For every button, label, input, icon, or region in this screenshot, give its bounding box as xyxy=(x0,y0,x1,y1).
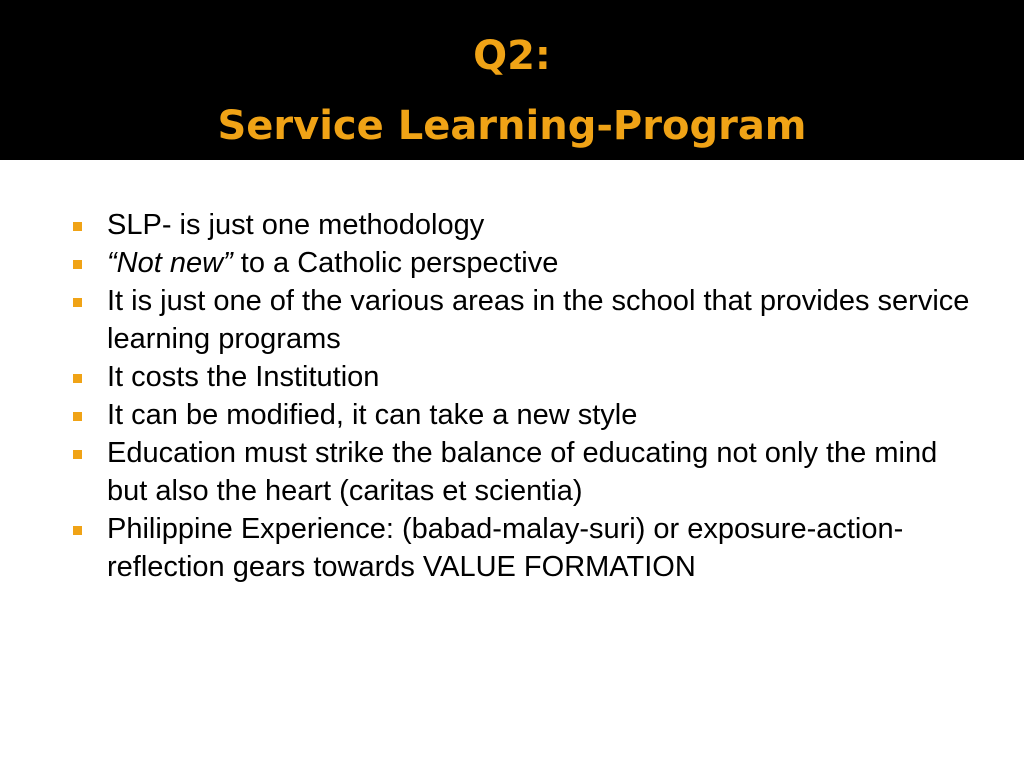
bullet-text: It can be modified, it can take a new style xyxy=(107,399,638,431)
bullet-text: Education must strike the balance of educating not only the mind but also the heart (caritas et scientia) xyxy=(107,437,938,507)
bullet-item xyxy=(72,396,972,434)
bullet-item xyxy=(72,282,972,358)
bullet-text: It costs the Institution xyxy=(107,361,380,393)
slide-title-line-1: Q2: xyxy=(473,33,551,79)
square-bullet-icon xyxy=(73,450,82,459)
bullet-text: to a Catholic perspective xyxy=(232,247,559,279)
bullet-list xyxy=(72,206,972,586)
square-bullet-icon xyxy=(73,412,82,421)
bullet-item xyxy=(72,434,972,510)
bullet-text: Philippine Experience: (babad-malay-suri) or exposure-action-reflection gears towards VALUE FORMATION xyxy=(107,513,904,583)
bullet-text: It is just one of the various areas in the school that provides service learning programs xyxy=(107,285,970,355)
slide-title-line-2: Service Learning-Program xyxy=(217,103,807,149)
square-bullet-icon xyxy=(73,526,82,535)
bullet-item xyxy=(72,244,972,282)
title-band xyxy=(0,0,1024,160)
bullet-text: SLP- is just one methodology xyxy=(107,209,485,241)
bullet-item xyxy=(72,510,972,586)
square-bullet-icon xyxy=(73,374,82,383)
square-bullet-icon xyxy=(73,260,82,269)
bullet-item xyxy=(72,358,972,396)
square-bullet-icon xyxy=(73,298,82,307)
bullet-emphasis: “Not new” xyxy=(107,247,233,279)
bullet-item xyxy=(72,206,972,244)
square-bullet-icon xyxy=(73,222,82,231)
